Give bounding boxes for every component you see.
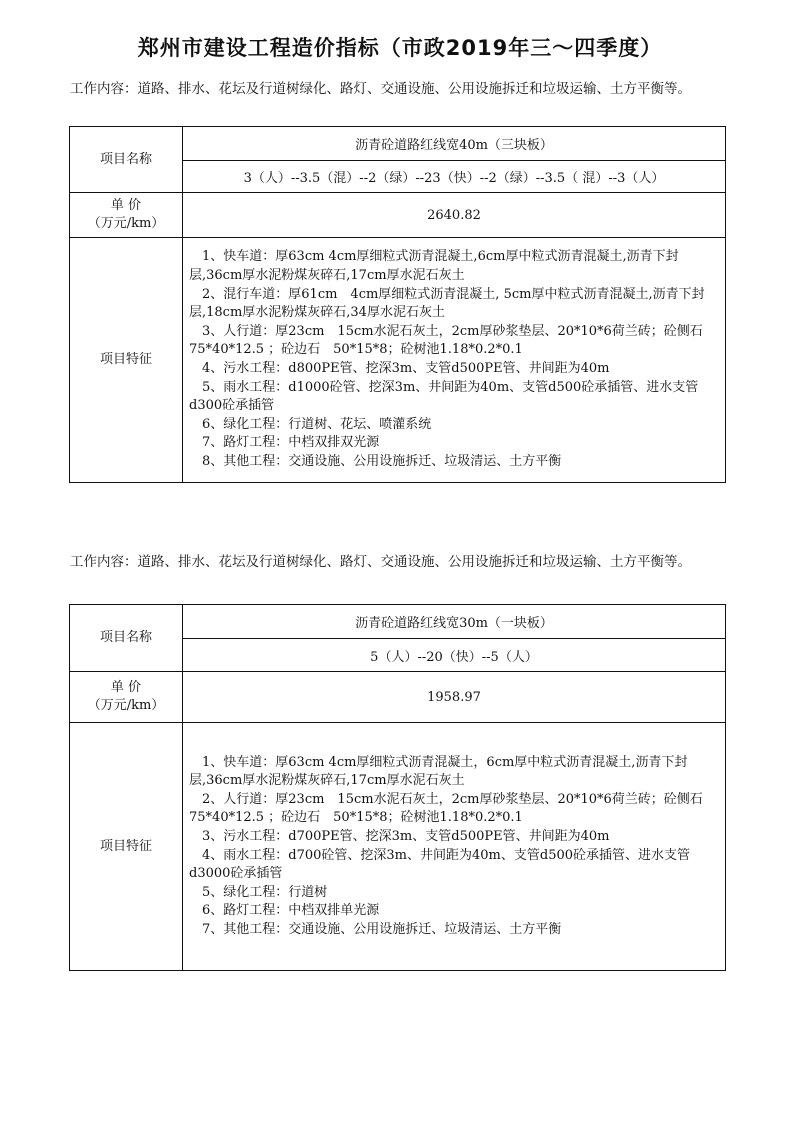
feature-item: 7、其他工程：交通设施、公用设施拆迁、垃圾清运、土方平衡: [189, 921, 562, 937]
features-label: 项目特征: [70, 723, 183, 971]
feature-item: 2、人行道：厚23cm 15cm水泥石灰土，2cm厚砂浆垫层、20*10*6荷兰砖；砼侧石75*40*12.5 ；砼边石 50*15*8；砼树池1.18*0.2*0.1: [189, 791, 703, 826]
feature-item: 5、绿化工程：行道树: [189, 884, 328, 900]
feature-item: 1、快车道：厚63cm 4cm厚细粒式沥青混凝土，6cm厚中粒式沥青混凝土,沥青下封层,36cm厚水泥粉煤灰碎石,17cm厚水泥石灰土: [189, 754, 688, 789]
unit-price-label: [70, 193, 183, 238]
feature-item: 3、人行道：厚23cm 15cm水泥石灰土，2cm厚砂浆垫层、20*10*6荷兰砖；砼侧石75*40*12.5 ；砼边石 50*15*8；砼树池1.18*0.2*0.1: [189, 323, 703, 358]
features-list: [183, 754, 725, 940]
project-name-label: 项目名称: [70, 605, 183, 672]
features-label: 项目特征: [70, 238, 183, 483]
feature-item: 8、其他工程：交通设施、公用设施拆迁、垃圾清运、土方平衡: [189, 453, 562, 469]
project-name: 沥青砼道路红线宽30m（一块板）: [183, 605, 726, 639]
cost-index-table-1: [69, 126, 726, 483]
feature-item: 2、混行车道：厚61cm 4cm厚细粒式沥青混凝土, 5cm厚中粒式沥青混凝土,沥青下封层,18cm厚水泥粉煤灰碎石,34厚水泥石灰土: [189, 286, 705, 321]
unit-price-label: [70, 672, 183, 723]
feature-item: 5、雨水工程：d1000砼管、挖深3m、井间距为40m、支管d500砼承插管、进水支管d300砼承插管: [189, 379, 699, 414]
cost-index-table-2: [69, 604, 726, 971]
feature-item: 4、雨水工程：d700砼管、挖深3m、井间距为40m、支管d500砼承插管、进水支管d3000砼承插管: [189, 847, 691, 882]
feature-item: 7、路灯工程：中档双排双光源: [189, 435, 380, 451]
cross-section: 3（人）--3.5（混）--2（绿）--23（快）--2（绿）--3.5（ 混）--3（人）: [183, 161, 726, 193]
page-title: 郑州市建设工程造价指标（市政2019年三～四季度）: [137, 36, 663, 60]
unit-price-label-line2: （万元/km）: [87, 216, 165, 231]
feature-item: 6、绿化工程：行道树、花坛、喷灌系统: [189, 416, 432, 432]
feature-item: 3、污水工程：d700PE管、挖深3m、支管d500PE管、井间距为40m: [189, 828, 610, 844]
feature-item: 4、污水工程：d800PE管、挖深3m、支管d500PE管、井间距为40m: [189, 361, 610, 376]
cross-section: 5（人）--20（快）--5（人）: [183, 639, 726, 672]
project-name-label: 项目名称: [70, 127, 183, 193]
work-scope-2: 工作内容：道路、排水、花坛及行道树绿化、路灯、交通设施、公用设施拆迁和垃圾运输、土方平衡等。: [70, 554, 691, 570]
feature-item: 1、快车道：厚63cm 4cm厚细粒式沥青混凝土,6cm厚中粒式沥青混凝土,沥青下封层,36cm厚水泥粉煤灰碎石,17cm厚水泥石灰土: [189, 249, 679, 284]
features-cell: [183, 238, 726, 483]
project-name: 沥青砼道路红线宽40m（三块板）: [183, 127, 726, 161]
unit-price-label-line2: （万元/km）: [87, 698, 165, 713]
work-scope-1: 工作内容：道路、排水、花坛及行道树绿化、路灯、交通设施、公用设施拆迁和垃圾运输、土方平衡等。: [70, 81, 691, 97]
features-cell: [183, 723, 726, 971]
unit-price-value: 2640.82: [183, 193, 726, 238]
unit-price-label-line1: 单 价: [110, 680, 142, 695]
feature-item: 6、路灯工程：中档双排单光源: [189, 903, 380, 919]
features-list: [183, 248, 725, 471]
unit-price-label-line1: 单 价: [110, 198, 142, 213]
unit-price-value: 1958.97: [183, 672, 726, 723]
